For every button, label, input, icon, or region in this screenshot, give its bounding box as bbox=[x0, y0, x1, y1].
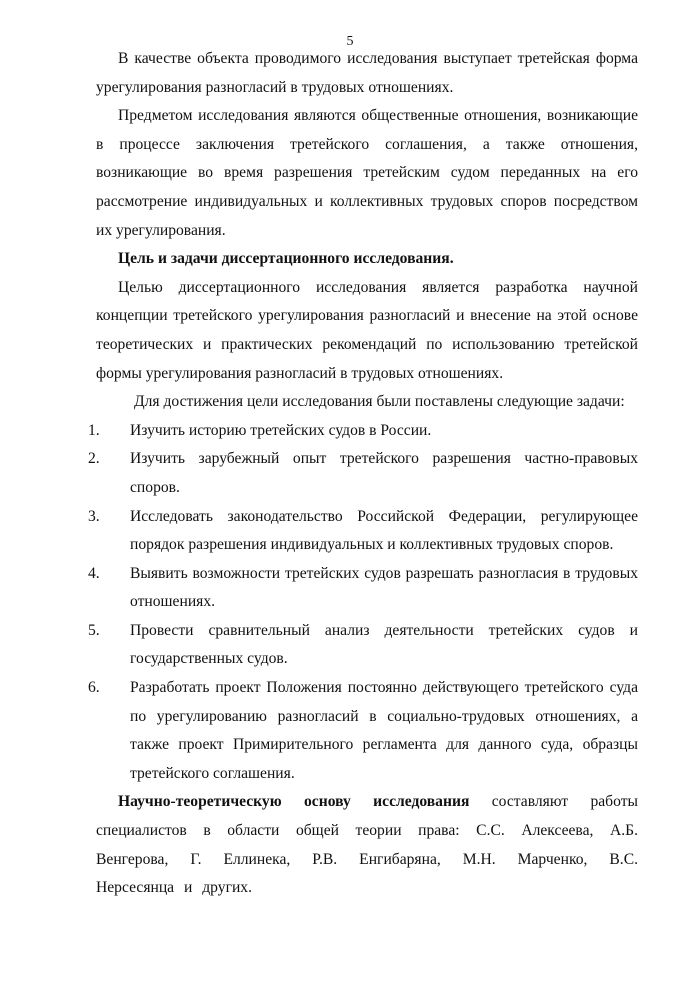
paragraph-goal: Целью диссертационного исследования является разработка научной концепции третейского урегулирования разногласий и внесение на этой основе теоретических и практических рекомендаций по использованию третейской формы урегулирования разногласий в трудовых отношениях. bbox=[96, 278, 638, 382]
section-heading-goals: Цель и задачи диссертационного исследования. bbox=[118, 250, 454, 268]
document-body bbox=[88, 45, 638, 903]
paragraph-basis bbox=[96, 788, 638, 902]
list-item bbox=[88, 560, 638, 617]
list-item-text: Выявить возможности третейских судов разрешать разногласия в трудовых отношениях. bbox=[130, 564, 638, 611]
list-item-number: 5. bbox=[88, 621, 100, 639]
paragraph-subject: Предметом исследования являются общественные отношения, возникающие в процессе заключения третейского соглашения, а также отношения, возникающие во время разрешения третейским судом переданных на его рассмотрение индивидуальных и коллективных трудовых споров посредством их урегулирования. bbox=[96, 107, 638, 239]
list-item-number: 1. bbox=[88, 421, 100, 439]
list-item bbox=[88, 617, 638, 674]
basis-bold-phrase: Научно-теоретическую основу исследования bbox=[118, 793, 470, 811]
list-item bbox=[88, 674, 638, 788]
list-item bbox=[88, 503, 638, 560]
list-item-number: 2. bbox=[88, 450, 100, 468]
list-item-text: Провести сравнительный анализ деятельности третейских судов и государственных судов. bbox=[130, 621, 638, 668]
basis-rest-text: составляют работы специалистов в области общей теории права: С.С. Алексеева, А.Б. Венгерова, Г. Еллинека, Р.В. Енгибаряна, М.Н. Марченко, В.С. Нерсесянца и других. bbox=[96, 793, 638, 897]
list-item-text: Исследовать законодательство Российской Федерации, регулирующее порядок разрешения индивидуальных и коллективных трудовых споров. bbox=[130, 507, 638, 554]
paragraph-object: В качестве объекта проводимого исследования выступает третейская форма урегулирования разногласий в трудовых отношениях. bbox=[96, 50, 638, 96]
list-item-text: Разработать проект Положения постоянно действующего третейского суда по урегулированию разногласий в социально-трудовых отношениях, а также проект Примирительного регламента для данного суда, образцы третейского соглашения. bbox=[130, 679, 638, 782]
list-item-number: 6. bbox=[88, 679, 100, 697]
paragraph-tasks-intro: Для достижения цели исследования были поставлены следующие задачи: bbox=[134, 393, 625, 411]
list-item-text: Изучить зарубежный опыт третейского разрешения частно-правовых споров. bbox=[130, 450, 638, 496]
list-item bbox=[88, 417, 638, 446]
list-item-number: 4. bbox=[88, 564, 100, 582]
task-list bbox=[88, 417, 638, 789]
page-number: 5 bbox=[346, 34, 354, 49]
list-item-text: Изучить историю третейских судов в России. bbox=[130, 421, 432, 439]
list-item-number: 3. bbox=[88, 507, 100, 525]
list-item bbox=[88, 445, 638, 502]
